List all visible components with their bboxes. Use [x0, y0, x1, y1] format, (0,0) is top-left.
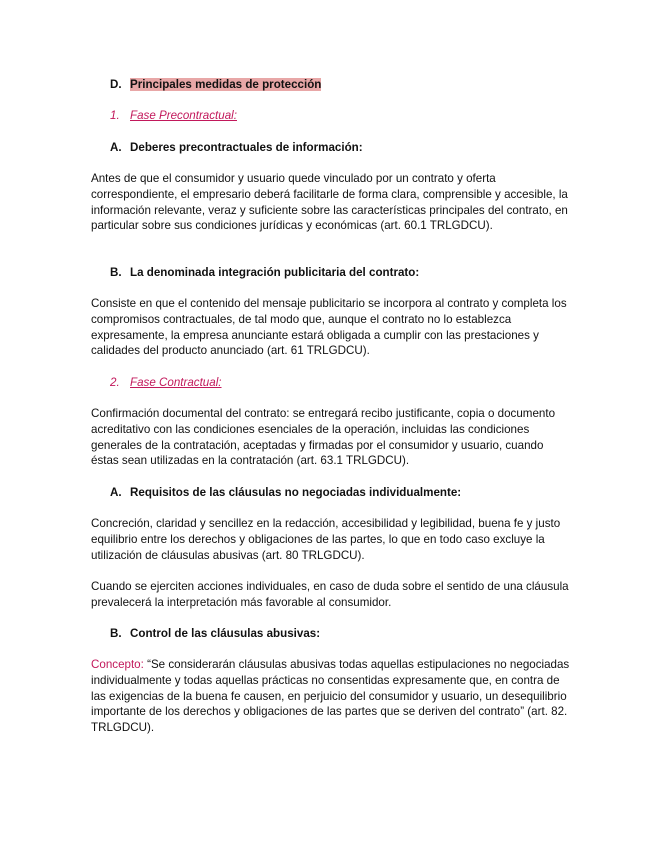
concept-paragraph [91, 657, 571, 736]
paragraph-1: Antes de que el consumidor y usuario quede vinculado por un contrato y oferta correspondiente, el empresario deberá facilitarle de forma clara, comprensible y accesible, la información relevante, veraz y suficiente sobre las características principales del contrato, en particular sobre sus condiciones jurídicas y económicas (art. 60.1 TRLGDCU). [91, 172, 568, 233]
sub-b1-letter: B. [110, 266, 122, 279]
concept-label: Concepto: [91, 658, 144, 671]
phase2-number: 2. [110, 376, 120, 389]
sub-a1-heading [110, 140, 590, 156]
sub-a1-title: Deberes precontractuales de información: [130, 141, 363, 154]
sub-a2-letter: A. [110, 486, 122, 499]
phase1-number: 1. [110, 109, 120, 122]
sub-a2-heading [110, 485, 590, 501]
phase1-title: Fase Precontractual: [130, 109, 237, 122]
sub-a2-title: Requisitos de las cláusulas no negociadas individualmente: [130, 486, 462, 499]
sub-b2-heading [110, 626, 590, 642]
paragraph-2: Consiste en que el contenido del mensaje publicitario se incorpora al contrato y completa los compromisos contractuales, de tal modo que, aunque el contrato no lo establezca expresamente, la empresa anunciante estará obligada a cumplir con las prestaciones y calidades del producto anunciado (art. 61 TRLGDCU). [91, 297, 567, 358]
section-d-heading [110, 77, 590, 93]
sub-b1-title: La denominada integración publicitaria del contrato: [130, 266, 420, 279]
section-d-title: Principales medidas de protección [130, 78, 322, 91]
sub-a1-letter: A. [110, 141, 122, 154]
section-d-letter: D. [110, 78, 122, 91]
paragraph-5: Cuando se ejerciten acciones individuales, en caso de duda sobre el sentido de una cláusula prevalecerá la interpretación más favorable al consumidor. [91, 580, 569, 609]
sub-b1-heading [110, 265, 590, 281]
paragraph-4: Concreción, claridad y sencillez en la redacción, accesibilidad y legibilidad, buena fe y justo equilibrio entre los derechos y obligaciones de las partes, lo que en todo caso excluye la utilización de cláusulas abusivas (art. 80 TRLGDCU). [91, 517, 561, 562]
phase2-title: Fase Contractual: [130, 376, 222, 389]
sub-b2-title: Control de las cláusulas abusivas: [130, 627, 321, 640]
phase1-heading [110, 108, 590, 124]
sub-b2-letter: B. [110, 627, 122, 640]
phase2-heading [110, 375, 590, 391]
paragraph-3: Confirmación documental del contrato: se entregará recibo justificante, copia o documento acreditativo con las condiciones esenciales de la operación, incluidas las condiciones generales de la contratación, aceptadas y firmadas por el consumidor y usuario, cuando éstas sean utilizadas en la contratación (art. 63.1 TRLGDCU). [91, 407, 556, 468]
concept-text: “Se considerarán cláusulas abusivas todas aquellas estipulaciones no negociadas individualmente y todas aquellas prácticas no consentidas expresamente que, en contra de las exigencias de la buena fe causen, en perjuicio del consumidor y usuario, un desequilibrio importante de los derechos y obligaciones de las partes que se deriven del contrato” (art. 82. TRLGDCU). [91, 658, 570, 735]
